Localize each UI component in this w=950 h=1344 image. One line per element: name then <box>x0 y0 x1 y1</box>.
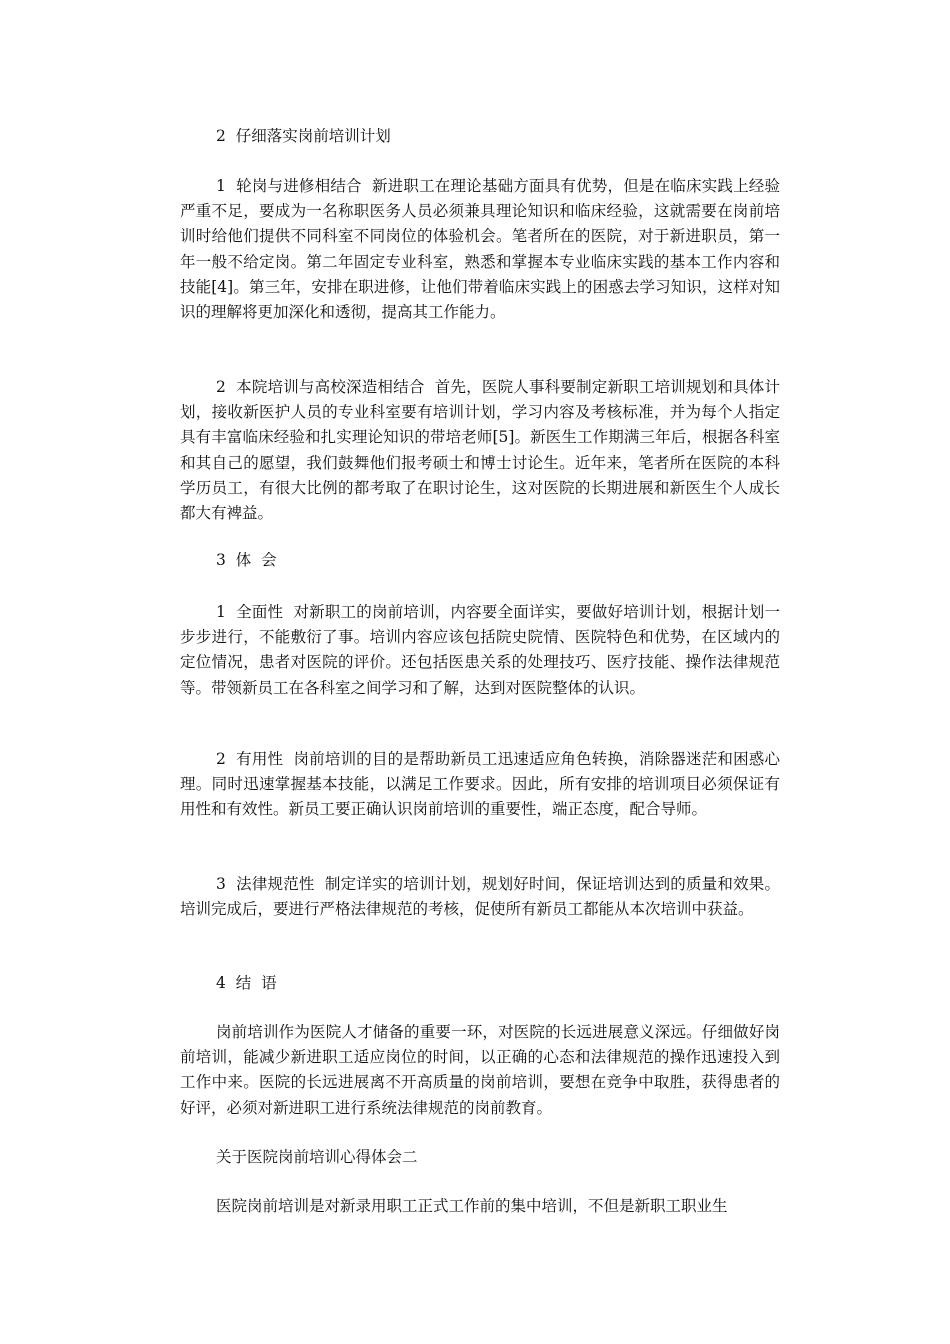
paragraph-text: 对新职工的岗前培训，内容要全面详实，要做好培训计划，根据计划一步步进行，不能敷衍了事。培训内容应该包括院史院情、医院特色和优势，在区域内的定位情况，患者对医院的评价。还包括医患关系的处理技巧、医疗技能、操作法律规范等。带领新员工在各科室之间学习和了解，达到对医院整体的认识。 <box>180 603 780 697</box>
paragraph <box>180 375 780 526</box>
paragraph-lead: 2 有用性 <box>216 750 294 768</box>
paragraph <box>180 600 780 701</box>
paragraph <box>180 747 780 823</box>
section-heading: 关于医院岗前培训心得体会二 <box>216 1148 418 1166</box>
paragraph-lead: 2 本院培训与高校深造相结合 <box>216 378 435 396</box>
paragraph-lead: 1 轮岗与进修相结合 <box>216 177 372 195</box>
paragraph-text: 岗前培训的目的是帮助新员工迅速适应角色转换，消除器迷茫和困惑心理。同时迅速掌握基本技能，以满足工作要求。因此，所有安排的培训项目必须保证有用性和有效性。新员工要正确认识岗前培训的重要性，端正态度，配合导师。 <box>180 750 780 819</box>
paragraph-lead: 3 法律规范性 <box>216 875 325 893</box>
paragraph <box>180 1020 780 1121</box>
section-heading: 2 仔细落实岗前培训计划 <box>216 127 391 145</box>
section-heading: 4 结 语 <box>216 974 277 992</box>
paragraph-text: 首先，医院人事科要制定新职工培训规划和具体计划，接收新医护人员的专业科室要有培训计划，学习内容及考核标准，并为每个人指定具有丰富临床经验和扎实理论知识的带培老师[5]。新医生工作期满三年后，根据各科室和其自己的愿望，我们鼓舞他们报考硕士和博士讨论生。近年来，笔者所在医院的本科学历员工，有很大比例的都考取了在职讨论生，这对医院的长期进展和新医生个人成长都大有裨益。 <box>180 378 780 523</box>
paragraph <box>180 174 780 325</box>
paragraph-text: 医院岗前培训是对新录用职工正式工作前的集中培训，不但是新职工职业生 <box>216 1197 728 1215</box>
paragraph-text: 新进职工在理论基础方面具有优势，但是在临床实践上经验严重不足，要成为一名称职医务人员必须兼具理论知识和临床经验，这就需要在岗前培训时给他们提供不同科室不同岗位的体验机会。笔者所在的医院，对于新进职员，第一年一般不给定岗。第二年固定专业科室，熟悉和掌握本专业临床实践的基本工作内容和技能[4]。第三年，安排在职进修，让他们带着临床实践上的困惑去学习知识，这样对知识的理解将更加深化和透彻，提高其工作能力。 <box>180 177 780 322</box>
paragraph <box>180 872 780 922</box>
paragraph <box>180 1194 780 1219</box>
paragraph-text: 制定详实的培训计划，规划好时间，保证培训达到的质量和效果。培训完成后，要进行严格法律规范的考核，促使所有新员工都能从本次培训中获益。 <box>180 875 780 919</box>
section-heading: 3 体 会 <box>216 551 277 569</box>
paragraph-lead: 1 全面性 <box>216 603 294 621</box>
paragraph-text: 岗前培训作为医院人才储备的重要一环，对医院的长远进展意义深远。仔细做好岗前培训，能减少新进职工适应岗位的时间，以正确的心态和法律规范的操作迅速投入到工作中来。医院的长远进展离不开高质量的岗前培训，要想在竞争中取胜，获得患者的好评，必须对新进职工进行系统法律规范的岗前教育。 <box>180 1023 780 1117</box>
